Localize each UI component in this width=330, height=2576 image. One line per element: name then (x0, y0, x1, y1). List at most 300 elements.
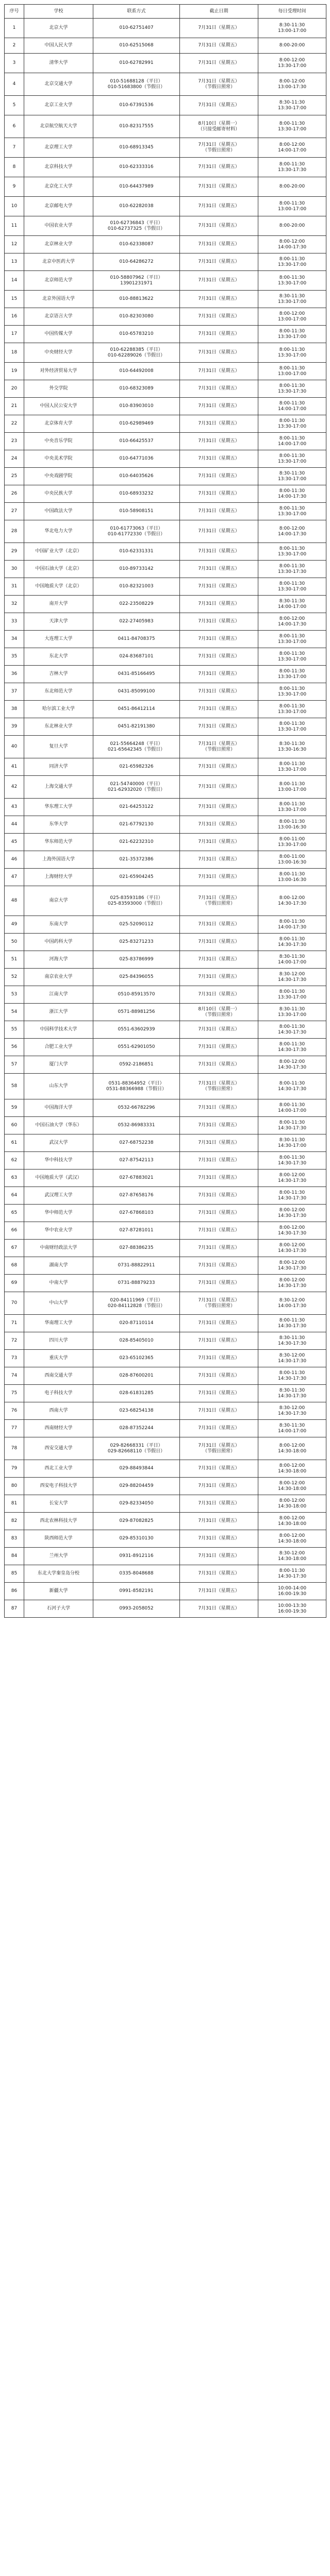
cell-deadline: 7月31日（星期五） (180, 1350, 258, 1367)
cell-deadline: 7月31日（星期五） (180, 1222, 258, 1240)
cell-no: 21 (5, 398, 24, 415)
cell-phone: 0592-2186851 (93, 1056, 180, 1074)
cell-phone: 0510-85913570 (93, 986, 180, 1004)
cell-no: 4 (5, 73, 24, 96)
cell-school: 北京邮电大学 (24, 197, 93, 216)
cell-no: 10 (5, 197, 24, 216)
cell-hours: 8:00-11:30 13:30-17:00 (258, 758, 326, 776)
cell-school: 浙江大学 (24, 1004, 93, 1021)
table-row (5, 816, 326, 834)
cell-deadline: 7月31日（星期五） (180, 253, 258, 271)
cell-no: 41 (5, 758, 24, 776)
cell-deadline: 7月31日（星期五） (180, 271, 258, 291)
cell-no: 58 (5, 1074, 24, 1099)
table-row (5, 520, 326, 543)
cell-no: 50 (5, 934, 24, 951)
cell-hours: 8:00-12:00 14:00-17:00 (258, 138, 326, 158)
cell-no: 11 (5, 216, 24, 236)
cell-deadline: 7月31日（星期五） (180, 1367, 258, 1385)
cell-school: 对外经济贸易大学 (24, 363, 93, 380)
cell-school: 北京林业大学 (24, 236, 93, 253)
cell-phone: 010-62288385（平日） 010-62289026（节假日） (93, 343, 180, 363)
cell-no: 82 (5, 1513, 24, 1530)
cell-no: 29 (5, 543, 24, 561)
cell-school: 南京大学 (24, 886, 93, 916)
table-row (5, 138, 326, 158)
cell-hours: 8:00-11:30 13:30-17:30 (258, 158, 326, 177)
cell-phone: 010-68323089 (93, 380, 180, 398)
cell-phone: 021-55664248（平日） 021-65642345（节假日） (93, 736, 180, 758)
cell-phone: 010-62331331 (93, 543, 180, 561)
table-row (5, 468, 326, 485)
cell-phone: 010-66425537 (93, 433, 180, 450)
cell-school: 中国地质大学（武汉） (24, 1170, 93, 1187)
cell-phone: 010-62515068 (93, 38, 180, 54)
cell-hours: 8:00-11:30 13:30-17:00 (258, 683, 326, 701)
cell-deadline: 7月31日（星期五） (180, 1056, 258, 1074)
cell-deadline: 7月31日（星期五） (180, 485, 258, 503)
cell-hours: 8:00-11:30 14:30-17:30 (258, 934, 326, 951)
table-row (5, 916, 326, 934)
cell-deadline: 7月31日（星期五） (180, 1583, 258, 1600)
table-row (5, 596, 326, 613)
cell-hours: 8:00-12:00 13:30-17:00 (258, 54, 326, 73)
cell-no: 52 (5, 969, 24, 986)
cell-deadline: 7月31日（星期五） (180, 380, 258, 398)
cell-hours: 8:30-12:00 14:30-17:30 (258, 1350, 326, 1367)
cell-deadline: 7月31日（星期五） (180, 1039, 258, 1056)
cell-deadline: 7月31日（星期五） (180, 986, 258, 1004)
cell-deadline: 7月31日（星期五） (180, 596, 258, 613)
cell-hours: 8:00-11:30 14:30-17:30 (258, 1565, 326, 1583)
cell-phone: 010-88813622 (93, 291, 180, 308)
cell-no: 42 (5, 776, 24, 799)
cell-phone: 010-62736843（平日） 010-62737325（节假日） (93, 216, 180, 236)
cell-hours: 8:00-12:00 14:30-17:30 (258, 1170, 326, 1187)
cell-no: 27 (5, 503, 24, 520)
table-row (5, 1152, 326, 1170)
cell-school: 东北师范大学 (24, 683, 93, 701)
table-row (5, 1257, 326, 1275)
table-row (5, 1495, 326, 1513)
cell-phone: 027-87281011 (93, 1222, 180, 1240)
table-row (5, 758, 326, 776)
cell-no: 79 (5, 1460, 24, 1478)
cell-school: 湖南大学 (24, 1257, 93, 1275)
cell-phone: 010-64492008 (93, 363, 180, 380)
cell-school: 石河子大学 (24, 1600, 93, 1618)
cell-hours: 8:30-11:30 14:30-17:30 (258, 1385, 326, 1402)
header-hours: 每日受理时间 (258, 5, 326, 19)
cell-hours: 8:00-12:00 14:30-18:00 (258, 1460, 326, 1478)
cell-phone: 010-64771036 (93, 450, 180, 468)
table-row (5, 631, 326, 648)
table-row (5, 1513, 326, 1530)
table-row (5, 1548, 326, 1565)
table-row (5, 648, 326, 666)
table-row (5, 1170, 326, 1187)
cell-no: 74 (5, 1367, 24, 1385)
table-row (5, 19, 326, 38)
cell-phone: 025-84396055 (93, 969, 180, 986)
cell-school: 山东大学 (24, 1074, 93, 1099)
cell-phone: 010-83903010 (93, 398, 180, 415)
cell-no: 37 (5, 683, 24, 701)
table-row (5, 54, 326, 73)
cell-hours: 8:00-11:30 14:30-17:30 (258, 1021, 326, 1039)
table-row (5, 433, 326, 450)
table-row (5, 1074, 326, 1099)
cell-deadline: 7月31日（星期五） (180, 96, 258, 115)
cell-no: 62 (5, 1152, 24, 1170)
cell-hours: 8:30-11:30 13:00-17:00 (258, 19, 326, 38)
table-row (5, 1240, 326, 1257)
table-row (5, 886, 326, 916)
cell-phone: 023-65102365 (93, 1350, 180, 1367)
cell-hours: 8:00-11:30 14:30-17:30 (258, 1367, 326, 1385)
cell-deadline: 7月31日（星期五） (180, 1385, 258, 1402)
table-row (5, 736, 326, 758)
cell-school: 东北大学 (24, 648, 93, 666)
cell-hours: 8:30-11:30 14:00-17:00 (258, 951, 326, 969)
cell-school: 中国矿业大学（北京） (24, 543, 93, 561)
table-row (5, 1600, 326, 1618)
cell-deadline: 7月31日（星期五） (180, 683, 258, 701)
cell-phone: 010-62989469 (93, 415, 180, 433)
cell-hours: 8:00-11:30 14:30-17:30 (258, 1187, 326, 1205)
cell-phone: 021-67792130 (93, 816, 180, 834)
cell-hours: 8:30-12:00 14:30-17:30 (258, 969, 326, 986)
cell-phone: 0411-84708375 (93, 631, 180, 648)
cell-no: 71 (5, 1315, 24, 1332)
table-row (5, 969, 326, 986)
cell-phone: 028-61831285 (93, 1385, 180, 1402)
cell-school: 中国人民大学 (24, 38, 93, 54)
cell-school: 长安大学 (24, 1495, 93, 1513)
cell-phone: 029-87082825 (93, 1513, 180, 1530)
cell-hours: 8:00-12:00 14:30-18:00 (258, 1530, 326, 1548)
cell-deadline: 7月31日（星期五） (180, 951, 258, 969)
cell-deadline: 7月31日（星期五） (180, 613, 258, 631)
cell-no: 24 (5, 450, 24, 468)
cell-phone: 010-82303080 (93, 308, 180, 326)
table-row (5, 1478, 326, 1495)
cell-no: 26 (5, 485, 24, 503)
table-row (5, 115, 326, 138)
table-row (5, 1437, 326, 1460)
cell-school: 重庆大学 (24, 1350, 93, 1367)
cell-school: 中国地质大学（北京） (24, 578, 93, 596)
cell-no: 19 (5, 363, 24, 380)
cell-phone: 0532-86983331 (93, 1117, 180, 1134)
cell-no: 47 (5, 869, 24, 886)
cell-no: 51 (5, 951, 24, 969)
cell-deadline: 7月31日（星期五） (180, 450, 258, 468)
cell-hours: 8:00-12:00 13:00-17:30 (258, 73, 326, 96)
cell-phone: 010-62751407 (93, 19, 180, 38)
cell-phone: 021-35372386 (93, 851, 180, 869)
cell-hours: 8:00-12:00 14:30-18:00 (258, 1437, 326, 1460)
cell-deadline: 7月31日（星期五） (180, 1152, 258, 1170)
cell-no: 49 (5, 916, 24, 934)
cell-phone: 010-64286272 (93, 253, 180, 271)
table-row (5, 216, 326, 236)
table-row (5, 1402, 326, 1420)
table-row (5, 561, 326, 578)
cell-hours: 8:00-11:30 13:00-17:00 (258, 197, 326, 216)
cell-school: 北京交通大学 (24, 73, 93, 96)
cell-no: 34 (5, 631, 24, 648)
cell-deadline: 7月31日（星期五） (180, 701, 258, 718)
table-row (5, 851, 326, 869)
cell-school: 合肥工业大学 (24, 1039, 93, 1056)
cell-no: 36 (5, 666, 24, 683)
cell-deadline: 8月10日（星期一） （只接受邮寄材料） (180, 115, 258, 138)
cell-hours: 8:00-11:30 13:30-17:00 (258, 343, 326, 363)
cell-hours: 8:00-12:00 14:00-17:30 (258, 520, 326, 543)
cell-phone: 0731-88822911 (93, 1257, 180, 1275)
cell-school: 北京体育大学 (24, 415, 93, 433)
cell-school: 江南大学 (24, 986, 93, 1004)
cell-deadline: 7月31日（星期五） (180, 1513, 258, 1530)
cell-phone: 0991-8582191 (93, 1583, 180, 1600)
cell-phone: 025-52090112 (93, 916, 180, 934)
table-row (5, 776, 326, 799)
table-row (5, 869, 326, 886)
cell-hours: 8:00-11:30 14:00-17:30 (258, 916, 326, 934)
table-row (5, 177, 326, 197)
cell-no: 73 (5, 1350, 24, 1367)
cell-deadline: 7月31日（星期五） (180, 197, 258, 216)
cell-deadline: 7月31日（星期五） （节假日照常） (180, 886, 258, 916)
cell-deadline: 7月31日（星期五） （节假日照常） (180, 1292, 258, 1315)
cell-school: 北京大学 (24, 19, 93, 38)
cell-no: 83 (5, 1530, 24, 1548)
cell-deadline: 7月31日（星期五） (180, 1117, 258, 1134)
cell-deadline: 7月31日（星期五） (180, 363, 258, 380)
cell-hours: 8:00-12:00 14:30-18:00 (258, 1495, 326, 1513)
table-row (5, 613, 326, 631)
cell-deadline: 8月10日（星期一） （节假日照常） (180, 1004, 258, 1021)
cell-hours: 8:00-11:00 13:00-16:30 (258, 851, 326, 869)
table-row (5, 253, 326, 271)
cell-hours: 8:30-11:30 14:30-17:00 (258, 1134, 326, 1152)
cell-phone: 0532-66782296 (93, 1099, 180, 1117)
cell-hours: 8:00-12:00 14:30-17:30 (258, 1056, 326, 1074)
table-row (5, 1367, 326, 1385)
cell-no: 31 (5, 578, 24, 596)
cell-phone: 010-62782991 (93, 54, 180, 73)
cell-hours: 8:00-12:00 13:00-17:00 (258, 308, 326, 326)
cell-deadline: 7月31日（星期五） (180, 869, 258, 886)
cell-deadline: 7月31日（星期五） (180, 916, 258, 934)
cell-school: 四川大学 (24, 1332, 93, 1350)
cell-phone: 029-88204459 (93, 1478, 180, 1495)
admissions-contact-table-page (4, 4, 326, 1618)
cell-phone: 0571-88981256 (93, 1004, 180, 1021)
cell-deadline: 7月31日（星期五） (180, 1134, 258, 1152)
table-row (5, 951, 326, 969)
cell-hours: 8:00-12:00 14:30-17:30 (258, 1257, 326, 1275)
cell-no: 70 (5, 1292, 24, 1315)
cell-deadline: 7月31日（星期五） (180, 520, 258, 543)
cell-deadline: 7月31日（星期五） (180, 19, 258, 38)
cell-hours: 8:00-11:30 13:30-17:30 (258, 380, 326, 398)
cell-school: 北京外国语大学 (24, 291, 93, 308)
cell-school: 中南大学 (24, 1275, 93, 1292)
cell-phone: 010-67391536 (93, 96, 180, 115)
table-row (5, 1187, 326, 1205)
cell-phone: 0451-86412114 (93, 701, 180, 718)
cell-no: 20 (5, 380, 24, 398)
cell-deadline: 7月31日（星期五） (180, 851, 258, 869)
cell-deadline: 7月31日（星期五） (180, 1257, 258, 1275)
table-row (5, 1292, 326, 1315)
cell-no: 78 (5, 1437, 24, 1460)
cell-hours: 10:00-13:30 16:00-19:30 (258, 1600, 326, 1618)
cell-no: 1 (5, 19, 24, 38)
cell-school: 中国药科大学 (24, 934, 93, 951)
cell-school: 华中农业大学 (24, 1222, 93, 1240)
cell-deadline: 7月31日（星期五） (180, 776, 258, 799)
table-row (5, 236, 326, 253)
cell-no: 2 (5, 38, 24, 54)
table-row (5, 578, 326, 596)
table-row (5, 158, 326, 177)
header-phone: 联系方式 (93, 5, 180, 19)
cell-school: 西南交通大学 (24, 1367, 93, 1385)
cell-phone: 010-58908151 (93, 503, 180, 520)
cell-no: 16 (5, 308, 24, 326)
cell-no: 56 (5, 1039, 24, 1056)
cell-hours: 8:00-11:30 14:00-17:30 (258, 485, 326, 503)
table-row (5, 718, 326, 736)
cell-school: 电子科技大学 (24, 1385, 93, 1402)
cell-no: 14 (5, 271, 24, 291)
cell-deadline: 7月31日（星期五） （节假日照常） (180, 1074, 258, 1099)
cell-hours: 8:30-12:00 14:30-17:30 (258, 1402, 326, 1420)
cell-deadline: 7月31日（星期五） (180, 1460, 258, 1478)
cell-school: 西南大学 (24, 1402, 93, 1420)
cell-deadline: 7月31日（星期五） （节假日照常） (180, 138, 258, 158)
cell-phone: 027-87658176 (93, 1187, 180, 1205)
cell-school: 西北农林科技大学 (24, 1513, 93, 1530)
cell-phone: 0431-85099100 (93, 683, 180, 701)
cell-no: 46 (5, 851, 24, 869)
cell-hours: 8:00-20:00 (258, 177, 326, 197)
cell-school: 厦门大学 (24, 1056, 93, 1074)
cell-deadline: 7月31日（星期五） (180, 1315, 258, 1332)
cell-phone: 010-64437989 (93, 177, 180, 197)
table-row (5, 799, 326, 816)
cell-deadline: 7月31日（星期五） (180, 1240, 258, 1257)
cell-no: 39 (5, 718, 24, 736)
cell-deadline: 7月31日（星期五） (180, 799, 258, 816)
cell-school: 北京航空航天大学 (24, 115, 93, 138)
cell-no: 48 (5, 886, 24, 916)
table-row (5, 450, 326, 468)
cell-phone: 027-68752238 (93, 1134, 180, 1152)
cell-school: 哈尔滨工业大学 (24, 701, 93, 718)
cell-no: 69 (5, 1275, 24, 1292)
cell-deadline: 7月31日（星期五） (180, 816, 258, 834)
header-deadline: 截止日期 (180, 5, 258, 19)
cell-phone: 024-83687101 (93, 648, 180, 666)
cell-no: 9 (5, 177, 24, 197)
cell-phone: 025-83786999 (93, 951, 180, 969)
cell-phone: 0335-8048688 (93, 1565, 180, 1583)
cell-school: 吉林大学 (24, 666, 93, 683)
table-row (5, 1222, 326, 1240)
table-row (5, 343, 326, 363)
cell-deadline: 7月31日（星期五） (180, 666, 258, 683)
table-row (5, 1099, 326, 1117)
cell-no: 57 (5, 1056, 24, 1074)
table-row (5, 1385, 326, 1402)
cell-school: 华东师范大学 (24, 834, 93, 851)
cell-school: 西安电子科技大学 (24, 1478, 93, 1495)
cell-school: 东北大学秦皇岛分校 (24, 1565, 93, 1583)
table-row (5, 73, 326, 96)
cell-no: 66 (5, 1222, 24, 1240)
table-row (5, 1350, 326, 1367)
cell-school: 中国石油大学（北京） (24, 561, 93, 578)
cell-phone: 023-68254138 (93, 1402, 180, 1420)
cell-deadline: 7月31日（星期五） (180, 308, 258, 326)
cell-no: 68 (5, 1257, 24, 1275)
cell-deadline: 7月31日（星期五） (180, 1205, 258, 1222)
table-row (5, 1056, 326, 1074)
cell-school: 河海大学 (24, 951, 93, 969)
cell-phone: 0931-8912116 (93, 1548, 180, 1565)
table-row (5, 326, 326, 343)
cell-school: 新疆大学 (24, 1583, 93, 1600)
cell-school: 上海交通大学 (24, 776, 93, 799)
cell-phone: 020-87110114 (93, 1315, 180, 1332)
cell-deadline: 7月31日（星期五） (180, 1600, 258, 1618)
cell-no: 72 (5, 1332, 24, 1350)
cell-hours: 8:30-11:30 13:30-16:30 (258, 736, 326, 758)
cell-hours: 8:00-11:30 13:30-17:00 (258, 578, 326, 596)
cell-no: 59 (5, 1099, 24, 1117)
cell-school: 东北林业大学 (24, 718, 93, 736)
cell-school: 北京工业大学 (24, 96, 93, 115)
cell-no: 13 (5, 253, 24, 271)
cell-deadline: 7月31日（星期五） (180, 1099, 258, 1117)
table-body (5, 19, 326, 1618)
cell-no: 38 (5, 701, 24, 718)
cell-deadline: 7月31日（星期五） (180, 969, 258, 986)
cell-no: 28 (5, 520, 24, 543)
cell-deadline: 7月31日（星期五） (180, 433, 258, 450)
cell-no: 55 (5, 1021, 24, 1039)
cell-deadline: 7月31日（星期五） (180, 648, 258, 666)
cell-deadline: 7月31日（星期五） (180, 415, 258, 433)
table-row (5, 503, 326, 520)
cell-deadline: 7月31日（星期五） (180, 54, 258, 73)
cell-phone: 010-62338087 (93, 236, 180, 253)
cell-hours: 8:00-11:30 13:30-17:00 (258, 271, 326, 291)
cell-school: 上海外国语大学 (24, 851, 93, 869)
cell-hours: 8:00-20:00 (258, 38, 326, 54)
cell-no: 17 (5, 326, 24, 343)
cell-school: 西安交通大学 (24, 1437, 93, 1460)
table-row (5, 1004, 326, 1021)
cell-phone: 0451-82191380 (93, 718, 180, 736)
cell-school: 北京化工大学 (24, 177, 93, 197)
cell-school: 中国传媒大学 (24, 326, 93, 343)
cell-phone: 029-85310130 (93, 1530, 180, 1548)
